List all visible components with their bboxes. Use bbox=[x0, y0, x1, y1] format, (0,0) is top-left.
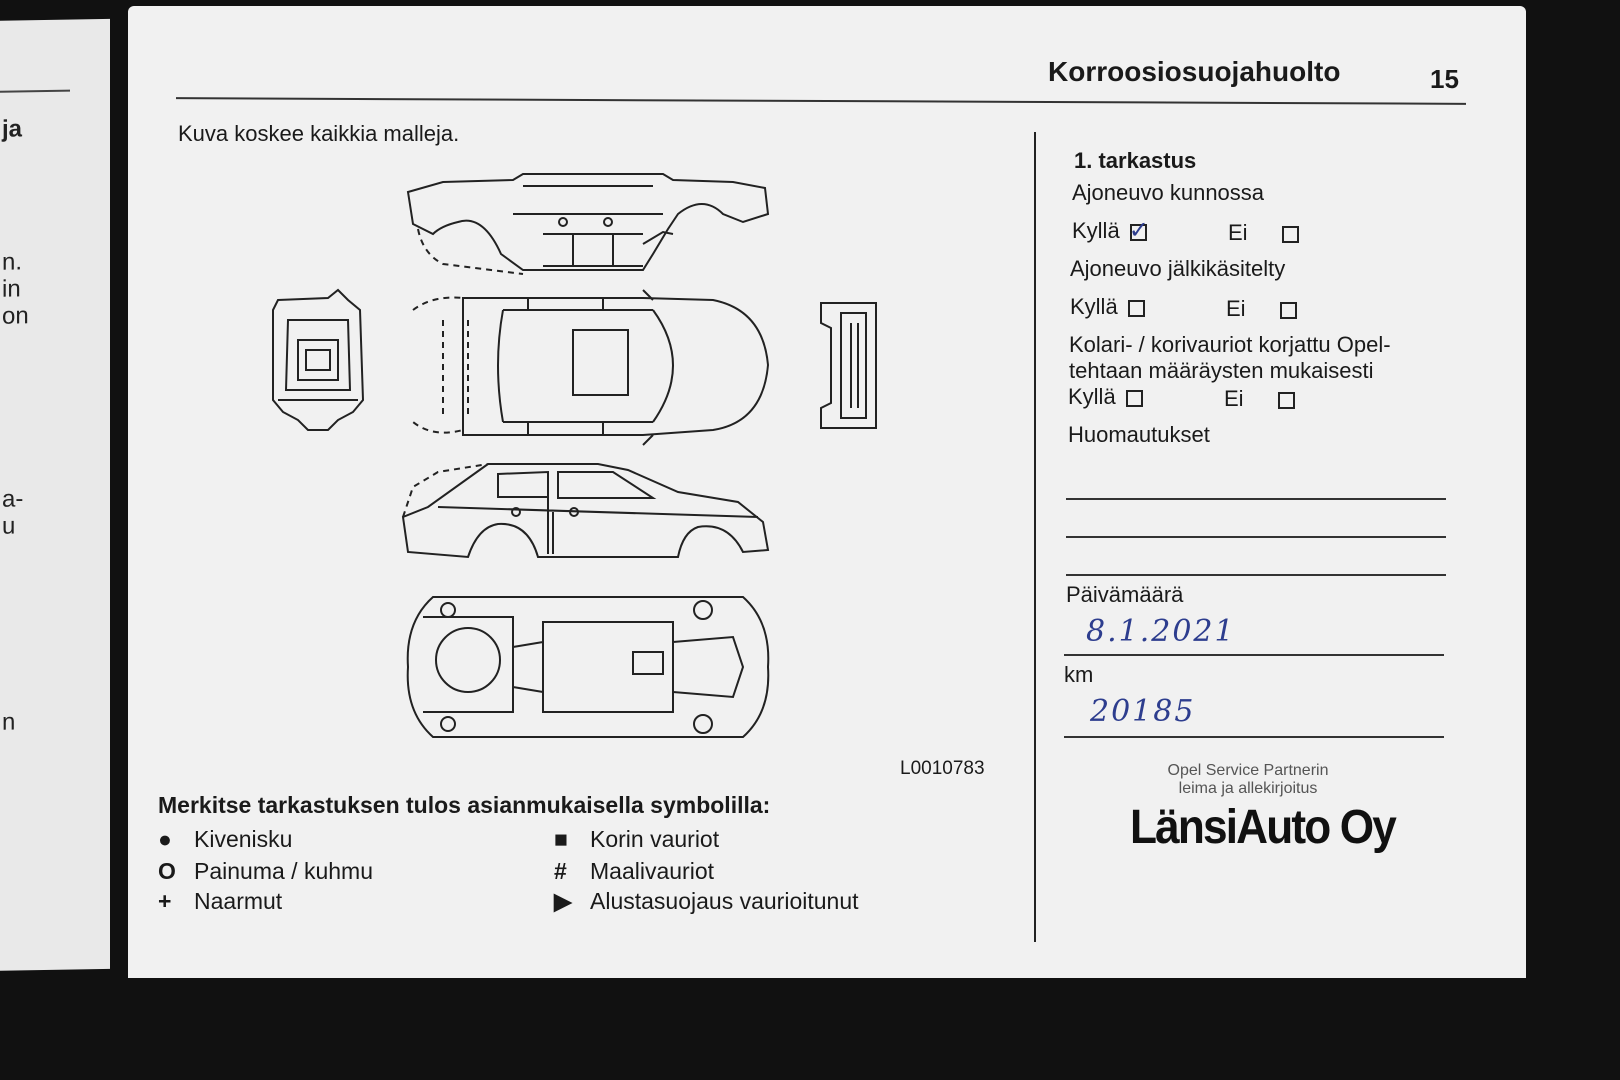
column-divider bbox=[1034, 132, 1036, 942]
legend-symbol: ▶ bbox=[554, 888, 572, 914]
previous-page-fragment: n bbox=[2, 708, 16, 736]
remarks-line[interactable] bbox=[1066, 498, 1446, 500]
inspection-heading: 1. tarkastus bbox=[1074, 148, 1197, 173]
answer-row-3 bbox=[1068, 384, 1143, 410]
legend-title: Merkitse tarkastuksen tulos asianmukaisella symbolilla: bbox=[158, 792, 771, 818]
legend-item bbox=[554, 888, 859, 915]
car-diagram-side-upper bbox=[403, 174, 773, 284]
legend-item bbox=[158, 858, 373, 885]
legend-label: Alustasuojaus vaurioitunut bbox=[590, 888, 859, 914]
legend-item bbox=[158, 888, 282, 915]
question-collision-repair-cont: tehtaan määräysten mukaisesti bbox=[1069, 358, 1374, 383]
legend-symbol: ● bbox=[158, 826, 172, 852]
dealer-stamp: LänsiAuto Oy bbox=[1130, 801, 1395, 854]
previous-page-fragment: on bbox=[2, 302, 29, 330]
answer-row-3-no bbox=[1224, 386, 1295, 412]
stamp-instruction-line1: Opel Service Partnerin bbox=[1167, 762, 1329, 779]
legend-symbol: O bbox=[158, 858, 176, 884]
legend-item bbox=[554, 826, 719, 853]
yes-label: Kyllä bbox=[1072, 218, 1120, 243]
legend-label: Painuma / kuhmu bbox=[194, 858, 373, 884]
no-checkbox[interactable] bbox=[1280, 302, 1297, 319]
car-diagram-underbody bbox=[403, 592, 773, 742]
answer-row-2 bbox=[1070, 294, 1145, 320]
stamp-instruction-line2: leima ja allekirjoitus bbox=[1178, 780, 1318, 797]
legend-label: Naarmut bbox=[194, 888, 283, 914]
page-title: Korroosiosuojahuolto bbox=[1048, 56, 1341, 87]
km-handwritten-value: 20185 bbox=[1090, 694, 1196, 729]
no-label: Ei bbox=[1226, 296, 1246, 321]
legend-label: Kivenisku bbox=[194, 826, 293, 852]
question-aftertreated: Ajoneuvo jälkikäsitelty bbox=[1070, 256, 1286, 281]
figure-id: L0010783 bbox=[900, 758, 985, 779]
previous-page-fragment: u bbox=[2, 512, 16, 540]
km-label: km bbox=[1064, 662, 1094, 687]
previous-page-fragment: in bbox=[2, 275, 21, 303]
car-diagram-side-lower bbox=[398, 462, 773, 572]
legend-label: Korin vauriot bbox=[590, 826, 720, 852]
car-diagram-top bbox=[413, 290, 773, 445]
question-vehicle-ok: Ajoneuvo kunnossa bbox=[1072, 180, 1265, 205]
legend-item bbox=[554, 858, 714, 885]
date-label: Päivämäärä bbox=[1066, 582, 1184, 607]
car-diagram-rear bbox=[268, 290, 368, 440]
legend-symbol: + bbox=[158, 888, 172, 914]
legend-symbol: # bbox=[554, 858, 567, 884]
yes-checkbox[interactable] bbox=[1128, 300, 1145, 317]
legend-item bbox=[158, 826, 292, 853]
figure-caption: Kuva koskee kaikkia malleja. bbox=[178, 121, 460, 146]
legend-label: Maalivauriot bbox=[590, 858, 714, 884]
yes-label: Kyllä bbox=[1070, 294, 1118, 319]
answer-row-2-no bbox=[1226, 296, 1297, 322]
remarks-label: Huomautukset bbox=[1068, 422, 1210, 447]
date-handwritten-value: 8.1.2021 bbox=[1086, 614, 1236, 649]
check-mark-icon: ✓ bbox=[1128, 216, 1149, 244]
date-line[interactable] bbox=[1064, 654, 1444, 656]
no-label: Ei bbox=[1224, 386, 1244, 411]
previous-page-rule bbox=[0, 90, 70, 93]
remarks-line[interactable] bbox=[1066, 536, 1446, 538]
no-label: Ei bbox=[1228, 220, 1248, 245]
header-rule bbox=[176, 97, 1466, 105]
remarks-line[interactable] bbox=[1066, 574, 1446, 576]
car-diagram-front bbox=[816, 298, 881, 438]
answer-row-1 bbox=[1072, 216, 1149, 244]
answer-row-1-no bbox=[1228, 220, 1299, 246]
manual-page bbox=[128, 6, 1526, 978]
previous-page-fragment: ja bbox=[2, 115, 23, 143]
no-checkbox[interactable] bbox=[1278, 392, 1295, 409]
previous-page-fragment: n. bbox=[2, 248, 23, 276]
page-number: 15 bbox=[1430, 64, 1459, 94]
legend-symbol: ■ bbox=[554, 826, 568, 852]
km-line[interactable] bbox=[1064, 736, 1444, 738]
yes-checkbox[interactable] bbox=[1126, 390, 1143, 407]
no-checkbox[interactable] bbox=[1282, 226, 1299, 243]
previous-page-edge bbox=[0, 19, 110, 971]
yes-label: Kyllä bbox=[1068, 384, 1116, 409]
previous-page-fragment: a- bbox=[2, 485, 24, 513]
question-collision-repair: Kolari- / korivauriot korjattu Opel- bbox=[1069, 332, 1391, 357]
